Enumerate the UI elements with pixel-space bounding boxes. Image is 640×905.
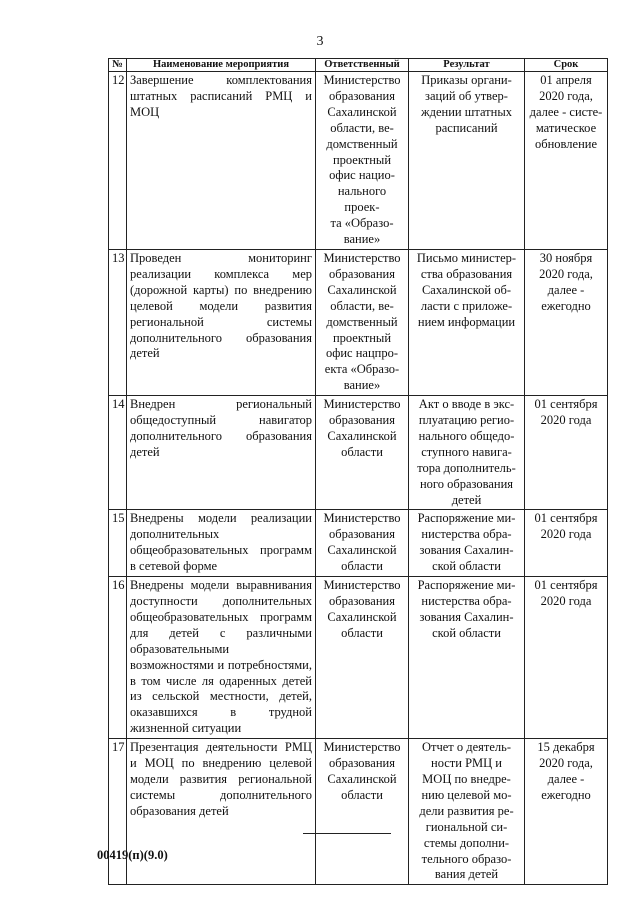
result-cell-line: детей xyxy=(451,492,482,507)
responsible-cell xyxy=(316,739,409,885)
result-cell-line: расписаний xyxy=(435,120,498,135)
result-cell-line: тельного образо- xyxy=(421,851,512,866)
row-number: 15 xyxy=(109,510,127,577)
result-cell-line: МОЦ по внедре- xyxy=(422,771,511,786)
responsible-cell-line: образования xyxy=(329,88,395,103)
result-cell-line: ской области xyxy=(432,559,501,574)
row-number: 14 xyxy=(109,396,127,510)
table-row xyxy=(109,396,608,510)
responsible-cell-line: Министерство xyxy=(323,397,401,412)
responsible-cell-line: Министерство xyxy=(323,250,401,265)
table-body xyxy=(109,72,608,885)
term-cell-line: 2020 года, xyxy=(539,88,593,103)
table-header-row xyxy=(109,59,608,72)
responsible-cell-line: области xyxy=(341,444,383,459)
responsible-cell-line: образования xyxy=(329,756,395,771)
responsible-cell-line: образования xyxy=(329,266,395,281)
responsible-cell-line: домственный xyxy=(326,314,398,329)
responsible-cell xyxy=(316,577,409,739)
result-cell-line: тора дополнитель- xyxy=(417,460,516,475)
responsible-cell-line: Министерство xyxy=(323,73,401,87)
table-row xyxy=(109,249,608,395)
result-cell xyxy=(409,396,525,510)
result-cell-line: Письмо министер- xyxy=(416,250,517,265)
result-cell xyxy=(409,249,525,395)
events-table xyxy=(108,58,608,885)
result-cell-line: Распоряжение ми- xyxy=(417,578,516,593)
result-cell-line: ности РМЦ и xyxy=(431,756,502,771)
result-cell-line: нием информации xyxy=(417,314,516,329)
result-cell-line: зования Сахалин- xyxy=(419,609,514,624)
term-cell-line: 2020 года, xyxy=(539,266,593,281)
responsible-cell xyxy=(316,510,409,577)
responsible-cell-line: домственный xyxy=(326,136,398,151)
term-cell-line: 15 декабря xyxy=(537,740,595,755)
term-cell xyxy=(525,739,608,885)
header-result: Результат xyxy=(409,59,525,72)
result-cell-line: ступного навига- xyxy=(421,444,512,459)
responsible-cell-line: проектный xyxy=(332,330,392,345)
result-cell-line: дели развития ре- xyxy=(419,803,514,818)
separator-line xyxy=(303,833,391,834)
table-row xyxy=(109,510,608,577)
page-number: 3 xyxy=(316,34,324,49)
responsible-cell-line: Сахалинской xyxy=(327,428,397,443)
result-cell-line: нию целевой мо- xyxy=(421,787,512,802)
result-cell-line: нального общедо- xyxy=(418,428,515,443)
result-cell-line: ласти с приложе- xyxy=(420,298,513,313)
result-cell-line: зования Сахалин- xyxy=(419,543,514,558)
header-term: Срок xyxy=(525,59,608,72)
responsible-cell-line: Сахалинской xyxy=(327,609,397,624)
responsible-cell-line: Сахалинской xyxy=(327,543,397,558)
responsible-cell-line: та «Образо- xyxy=(330,216,394,231)
result-cell-line: ства образования xyxy=(420,266,513,281)
result-cell-line: Распоряжение ми- xyxy=(417,511,516,526)
term-cell-line: далее - xyxy=(547,282,585,297)
responsible-cell-line: образования xyxy=(329,594,395,608)
result-cell-line: нистерства обра- xyxy=(421,527,512,542)
result-cell-line: ждении штатных xyxy=(420,104,512,119)
term-cell-line: далее - систе- xyxy=(529,104,603,119)
term-cell-line: 01 сентября xyxy=(534,397,598,412)
event-name: Внедрен региональный общедоступный навигатор дополнительного образования детей xyxy=(127,396,316,510)
term-cell-line: ежегодно xyxy=(541,787,591,802)
term-cell xyxy=(525,249,608,395)
table-row xyxy=(109,72,608,250)
responsible-cell-line: офис нацпро- xyxy=(326,346,398,361)
responsible-cell-line: Сахалинской xyxy=(327,282,397,297)
result-cell-line: ного образования xyxy=(419,476,514,491)
responsible-cell xyxy=(316,396,409,510)
header-name: Наименование мероприятия xyxy=(127,59,316,72)
result-cell-line: Сахалинской об- xyxy=(421,282,512,297)
responsible-cell-line: области xyxy=(341,559,383,574)
term-cell xyxy=(525,577,608,739)
term-cell xyxy=(525,72,608,250)
result-cell-line: стемы дополни- xyxy=(423,835,510,850)
term-cell xyxy=(525,396,608,510)
responsible-cell-line: вание» xyxy=(343,232,381,247)
result-cell-line: ской области xyxy=(432,625,501,640)
row-number: 16 xyxy=(109,577,127,739)
term-cell-line: 01 сентября xyxy=(534,578,598,593)
term-cell-line: 30 ноября xyxy=(539,250,593,265)
responsible-cell-line: екта «Образо- xyxy=(324,362,400,377)
result-cell-line: заций об утвер- xyxy=(425,88,508,103)
header-responsible: Ответственный xyxy=(316,59,409,72)
responsible-cell-line: образования xyxy=(329,527,395,542)
document-code: 00419(п)(9.0) xyxy=(97,848,168,862)
event-name: Внедрены модели реализации дополнительных общеобразовательных программ в сетевой форме xyxy=(127,510,316,577)
term-cell-line: далее - xyxy=(547,771,585,786)
responsible-cell-line: области xyxy=(341,787,383,802)
term-cell-line: обновление xyxy=(535,136,597,151)
result-cell xyxy=(409,72,525,250)
responsible-cell xyxy=(316,249,409,395)
responsible-cell-line: образования xyxy=(329,413,395,428)
result-cell-line: Приказы органи- xyxy=(421,73,512,87)
header-num: № xyxy=(109,59,127,72)
event-name: Завершение комплектования штатных расписаний РМЦ и МОЦ xyxy=(127,72,316,250)
result-cell-line: Акт о вводе в экс- xyxy=(418,397,515,412)
table-row xyxy=(109,577,608,739)
event-name: Презентация деятельности РМЦ и МОЦ по внедрению целевой модели развития региональной системы дополнительного образования детей xyxy=(127,739,316,885)
term-cell-line: 2020 года, xyxy=(539,756,593,771)
result-cell-line: плуатацию регио- xyxy=(418,413,515,428)
responsible-cell-line: нального проек- xyxy=(337,184,387,215)
result-cell xyxy=(409,739,525,885)
responsible-cell xyxy=(316,72,409,250)
responsible-cell-line: Сахалинской xyxy=(327,771,397,786)
result-cell xyxy=(409,510,525,577)
responsible-cell-line: вание» xyxy=(343,378,381,393)
term-cell-line: 2020 года xyxy=(540,594,592,608)
result-cell xyxy=(409,577,525,739)
responsible-cell-line: Министерство xyxy=(323,578,401,593)
responsible-cell-line: офис нацио- xyxy=(329,168,395,183)
term-cell-line: 01 сентября xyxy=(534,511,598,526)
responsible-cell-line: области xyxy=(341,625,383,640)
term-cell-line: 2020 года xyxy=(540,527,592,542)
responsible-cell-line: Министерство xyxy=(323,511,401,526)
responsible-cell-line: Сахалинской xyxy=(327,104,397,119)
responsible-cell-line: Министерство xyxy=(323,740,401,755)
event-name: Внедрены модели выравнивания доступности дополнительных общеобразовательных программ для детей с различными образовательными возможностями и потребностями, в том числе ля одаренных детей из сельской местности, детей, оказавшихся в трудной жизненной ситуации xyxy=(127,577,316,739)
responsible-cell-line: проектный xyxy=(332,152,392,167)
term-cell-line: 01 апреля xyxy=(540,73,592,87)
responsible-cell-line: области, ве- xyxy=(330,120,394,135)
event-name: Проведен мониторинг реализации комплекса мер (дорожной карты) по внедрению целевой модели развития региональной системы дополнительного образования детей xyxy=(127,249,316,395)
row-number: 17 xyxy=(109,739,127,885)
result-cell-line: вания детей xyxy=(434,867,499,882)
term-cell-line: ежегодно xyxy=(541,298,591,313)
result-cell-line: гиональной си- xyxy=(425,819,508,834)
result-cell-line: Отчет о деятель- xyxy=(421,740,512,755)
term-cell xyxy=(525,510,608,577)
result-cell-line: нистерства обра- xyxy=(421,594,512,608)
row-number: 13 xyxy=(109,249,127,395)
table-row xyxy=(109,739,608,885)
term-cell-line: матическое xyxy=(535,120,597,135)
row-number: 12 xyxy=(109,72,127,250)
term-cell-line: 2020 года xyxy=(540,413,592,428)
responsible-cell-line: области, ве- xyxy=(330,298,394,313)
